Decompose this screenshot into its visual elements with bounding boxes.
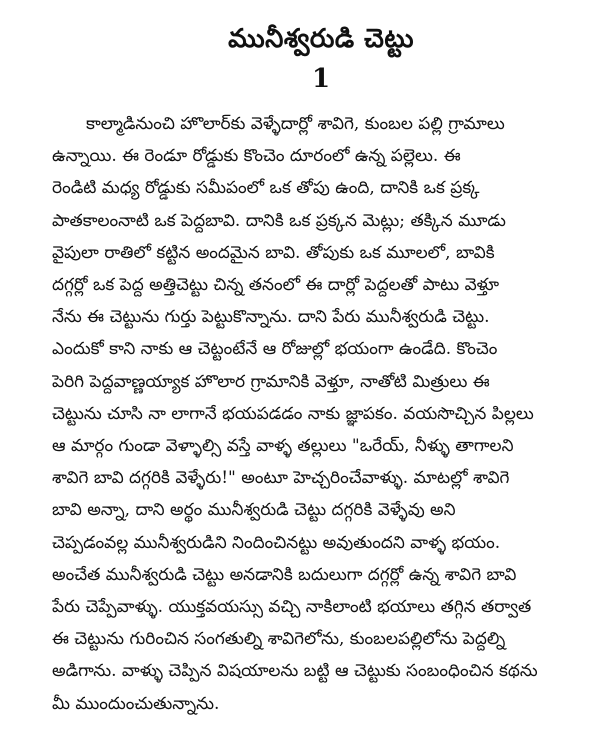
text-line: అంచేత మునీశ్వరుడి చెట్టు అనడానికి బదులుగా దగ్గర్లో ఉన్న శావిగె బావి <box>52 564 517 585</box>
text-line: రెండిటి మధ్య రోడ్డుకు సమీపంలో ఒక తోపు ఉంది, దానికి ఒక ప్రక్క <box>52 178 480 199</box>
body-text <box>52 108 582 720</box>
text-line: నేను ఈ చెట్టును గుర్తు పెట్టుకొన్నాను. దాని పేరు మునీశ్వరుడి చెట్టు. <box>52 307 490 328</box>
text-line: వైపులా రాతిలో కట్టిన అందమైన బావి. తోపుకు ఒక మూలలో, బావికి <box>52 242 495 263</box>
text-line: చెప్పడంవల్ల మునీశ్వరుడిని నిందించినట్టు అవుతుందని వాళ్ళ భయం. <box>52 532 501 553</box>
text-line: కాల్మాడినుంచి హొలార్‌కు వెళ్ళేదార్లో శావిగె, కుంబల పల్లి గ్రామాలు <box>86 114 505 134</box>
text-line: పాతకాలంనాటి ఒక పెద్దబావి. దానికి ఒక ప్రక్కన మెట్లు; తక్కిన మూడు <box>52 210 506 231</box>
text-line: చెట్టును చూసి నా లాగానే భయపడడం నాకు జ్ఞాపకం. వయసొచ్చిన పిల్లలు <box>52 403 534 424</box>
text-line: ఉన్నాయి. ఈ రెండూ రోడ్డుకు కొంచెం దూరంలో ఉన్న పల్లెలు. ఈ <box>52 146 461 167</box>
text-line: పేరు చెప్పేవాళ్ళు. యుక్తవయస్సు వచ్చి నాకిలాంటి భయాలు తగ్గిన తర్వాత <box>52 597 532 618</box>
text-line: మీ ముందుంచుతున్నాను. <box>52 693 220 714</box>
text-line: ఆ మార్గం గుండా వెళ్ళాల్సి వస్తే వాళ్ళ తల్లులు "ఒరేయ్, నీళ్ళు తాగాలని <box>52 436 514 457</box>
text-line: శావిగె బావి దగ్గరికి వెళ్ళేరు!" అంటూ హెచ్చరించేవాళ్ళు. మాటల్లో శావిగె <box>52 468 510 489</box>
text-line: ఈ చెట్టును గురించిన సంగతుల్ని శావిగెలోను, కుంబలపల్లిలోను పెద్దల్ని <box>52 629 506 650</box>
text-line: ఎందుకో కాని నాకు ఆ చెట్టంటేనే ఆ రోజుల్లో భయంగా ఉండేది. కొంచెం <box>52 339 498 360</box>
text-line: పెరిగి పెద్దవాణ్ణయ్యాక హొలార గ్రామానికి వెళ్తూ, నాతోటి మిత్రులు ఈ <box>52 371 490 392</box>
chapter-number: 1 <box>311 64 331 94</box>
text-line: అడిగాను. వాళ్ళు చెప్పిన విషయాలను బట్టి ఆ చెట్టుకు సంబంధించిన కథను <box>52 661 538 682</box>
page-title: మునీశ్వరుడి చెట్టు <box>228 24 414 54</box>
text-line: దగ్గర్లో ఒక పెద్ద అత్తిచెట్టు చిన్న తనంలో ఈ దార్లో పెద్దలతో పాటు వెళ్తూ <box>52 275 500 296</box>
text-line: బావి అన్నా, దాని అర్థం మునీశ్వరుడి చెట్టు దగ్గరికి వెళ్ళేవు అని <box>52 500 456 521</box>
